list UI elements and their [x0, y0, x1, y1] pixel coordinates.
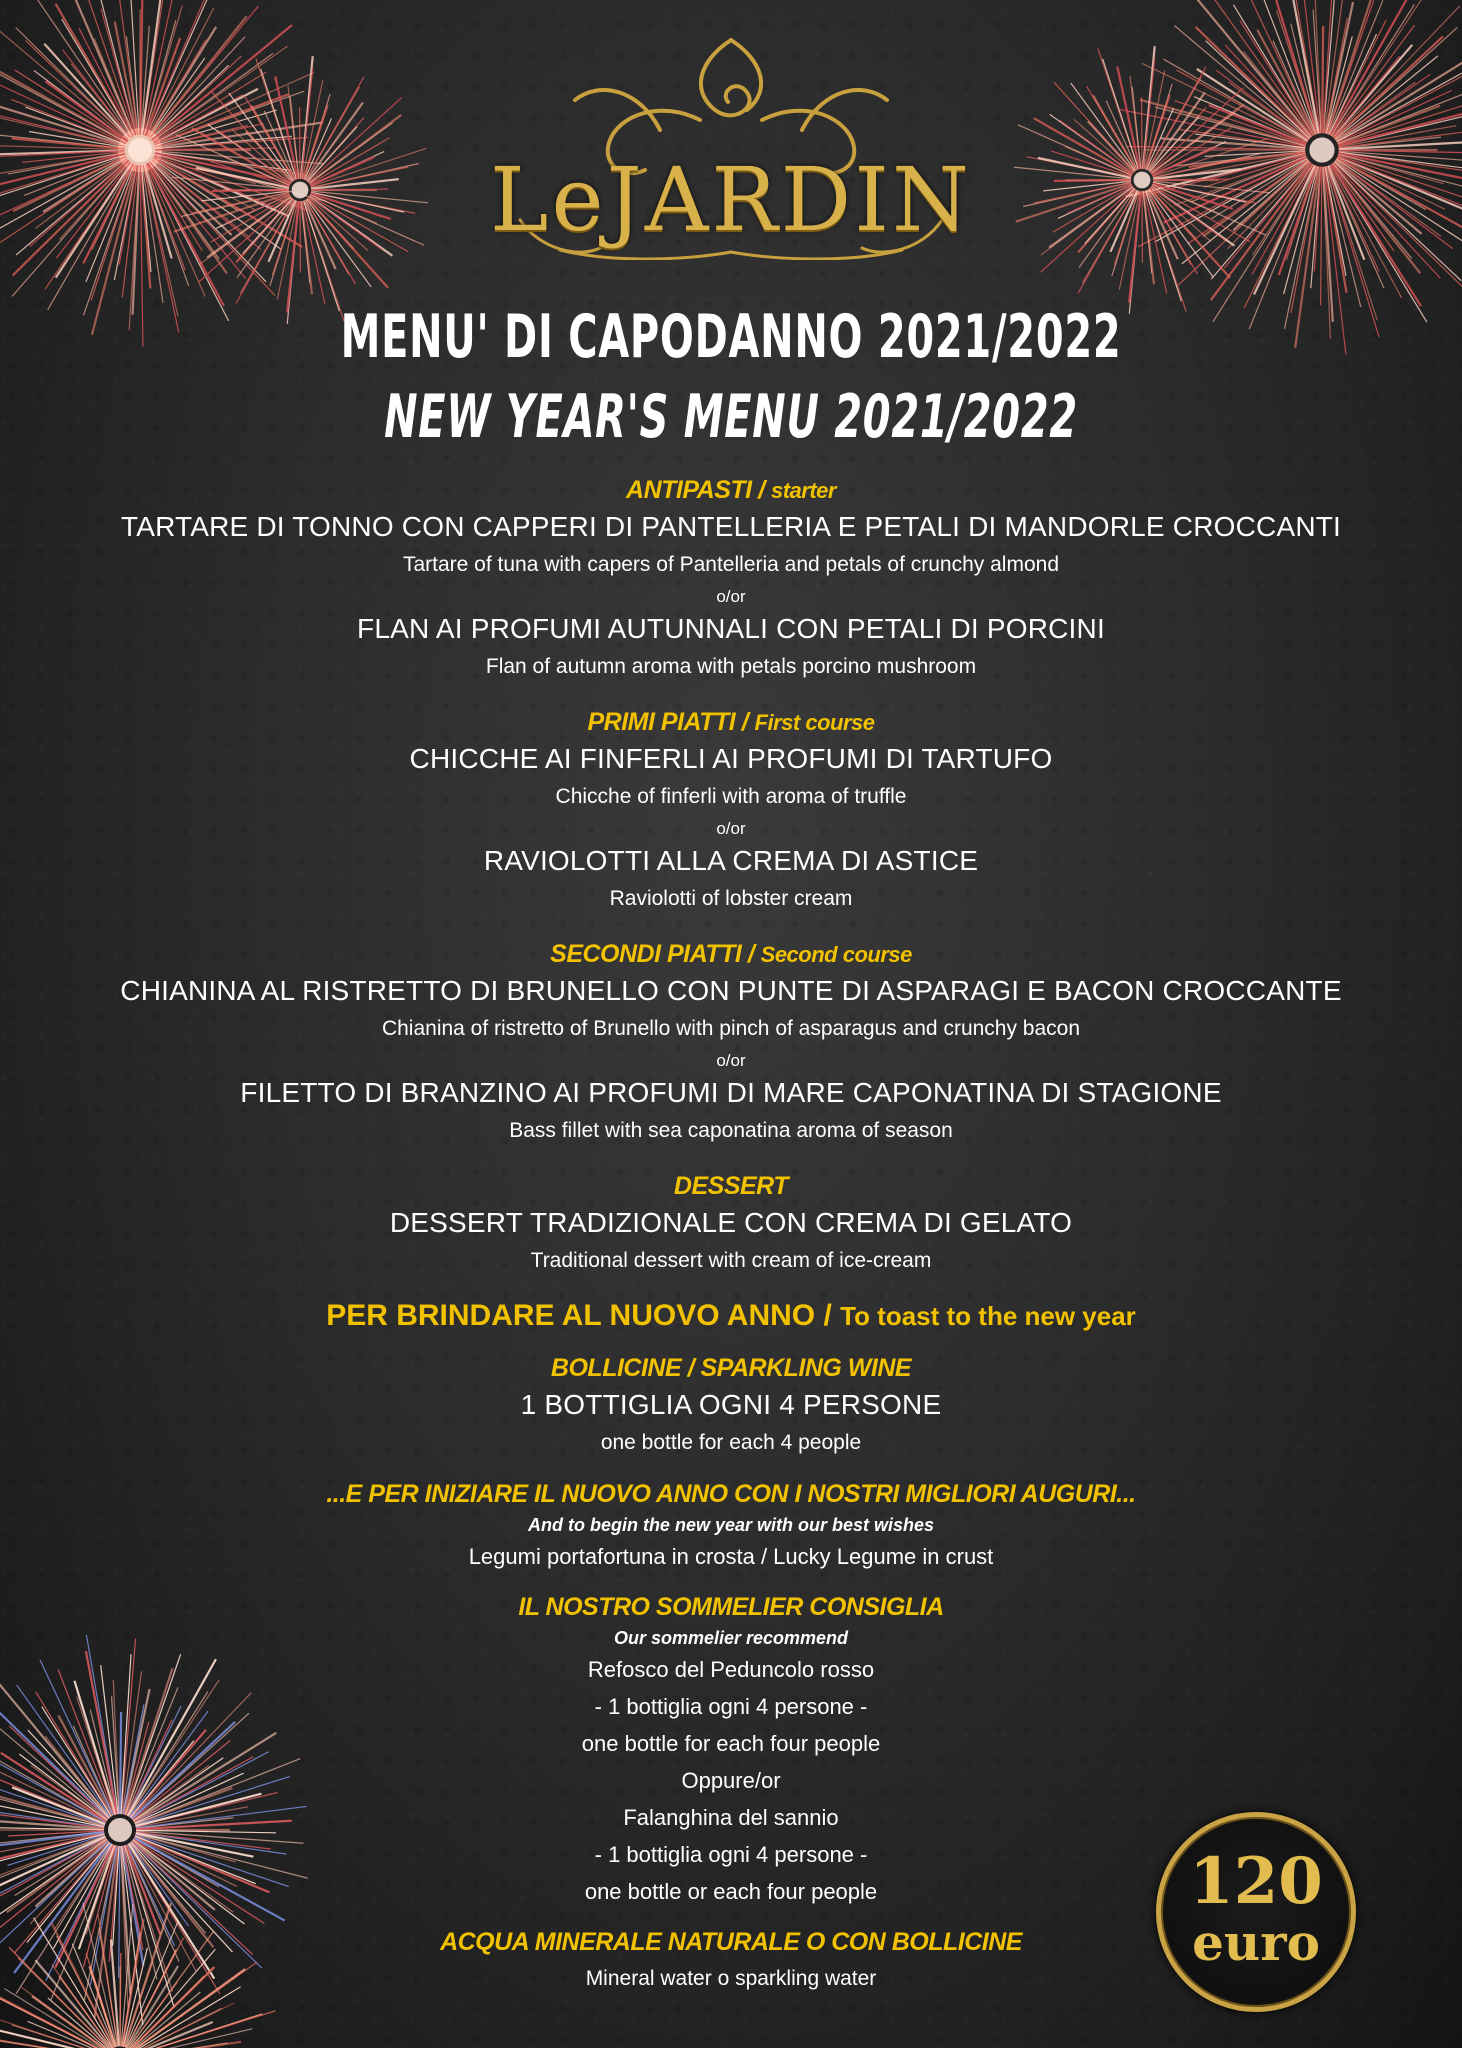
water-translation: Mineral water o sparkling water: [585, 1967, 877, 1990]
section-heading-bollicine: BOLLICINE / SPARKLING WINE: [550, 1354, 912, 1382]
wine-name: Falanghina del sannio: [623, 1805, 839, 1830]
dish-translation: Flan of autumn aroma with petals porcino mushroom: [485, 655, 977, 678]
restaurant-logo: [0, 20, 1462, 260]
dish-name: CHIANINA AL RISTRETTO DI BRUNELLO CON PUNTE DI ASPARAGI E BACON CROCCANTE: [120, 975, 1342, 1006]
section-heading-secondi: [0, 936, 1462, 972]
dish-translation: Chianina of ristretto of Brunello with pinch of asparagus and crunchy bacon: [381, 1017, 1081, 1040]
dish-name: CHICCHE AI FINFERLI AI PROFUMI DI TARTUFO: [409, 743, 1053, 774]
menu-title-italian: MENU' DI CAPODANNO 2021/2022: [340, 302, 1122, 372]
toast-heading-translation: To toast to the new year: [840, 1301, 1136, 1331]
menu-content: [0, 472, 1462, 1998]
sommelier-subheading: Our sommelier recommend: [613, 1628, 849, 1648]
dish-name: DESSERT TRADIZIONALE CON CREMA DI GELATO: [389, 1207, 1073, 1238]
wine-quantity: - 1 bottiglia ogni 4 persone -: [594, 1694, 868, 1719]
price-currency: euro: [1192, 1913, 1320, 1972]
section-heading-translation: First course: [754, 710, 875, 735]
dish-translation: Bass fillet with sea caponatina aroma of season: [509, 1119, 953, 1142]
bollicine-quantity-translation: one bottle for each 4 people: [600, 1431, 862, 1454]
section-heading-text: ANTIPASTI /: [626, 476, 771, 504]
dish-translation: Raviolotti of lobster cream: [609, 887, 853, 910]
or-separator: o/or: [716, 1051, 746, 1070]
section-heading-text: PRIMI PIATTI /: [587, 708, 755, 736]
wine-quantity: - 1 bottiglia ogni 4 persone -: [594, 1842, 868, 1867]
wine-name: Refosco del Peduncolo rosso: [587, 1657, 875, 1682]
dish-name: FILETTO DI BRANZINO AI PROFUMI DI MARE CAPONATINA DI STAGIONE: [240, 1077, 1222, 1108]
dish-translation: Traditional dessert with cream of ice-cream: [530, 1249, 932, 1272]
auguri-subheading: And to begin the new year with our best wishes: [527, 1515, 935, 1535]
dish-name: RAVIOLOTTI ALLA CREMA DI ASTICE: [483, 845, 979, 876]
wine-quantity-translation: one bottle for each four people: [581, 1731, 881, 1756]
toast-heading-text: PER BRINDARE AL NUOVO ANNO /: [326, 1299, 841, 1332]
section-heading-text: SECONDI PIATTI /: [550, 940, 761, 968]
logo-text: LeJARDIN: [490, 148, 972, 251]
wine-quantity-translation: one bottle or each four people: [584, 1879, 878, 1904]
section-heading-primi: [0, 704, 1462, 740]
dish-name: TARTARE DI TONNO CON CAPPERI DI PANTELLERIA E PETALI DI MANDORLE CROCCANTI: [120, 511, 1342, 542]
section-heading-water: ACQUA MINERALE NATURALE O CON BOLLICINE: [440, 1928, 1022, 1956]
toast-heading: [0, 1290, 1462, 1342]
section-heading-auguri: ...E PER INIZIARE IL NUOVO ANNO CON I NOSTRI MIGLIORI AUGURI...: [326, 1480, 1136, 1508]
menu-title-english: NEW YEAR'S MENU 2021/2022: [384, 382, 1078, 452]
section-heading-translation: starter: [770, 478, 836, 503]
price-amount: 120: [1189, 1844, 1323, 1919]
section-heading-dessert: DESSERT: [673, 1172, 789, 1200]
price-badge: [1156, 1812, 1356, 2012]
section-heading-antipasti: [0, 472, 1462, 508]
auguri-dish: Legumi portafortuna in crosta / Lucky Legume in crust: [468, 1544, 994, 1569]
or-separator: o/or: [716, 587, 746, 606]
dish-translation: Chicche of finferli with aroma of truffle: [555, 785, 907, 808]
or-separator: o/or: [716, 819, 746, 838]
section-heading-sommelier: IL NOSTRO SOMMELIER CONSIGLIA: [518, 1593, 944, 1621]
dish-name: FLAN AI PROFUMI AUTUNNALI CON PETALI DI PORCINI: [357, 613, 1105, 644]
section-heading-translation: Second course: [760, 942, 912, 967]
bollicine-quantity: 1 BOTTIGLIA OGNI 4 PERSONE: [520, 1389, 942, 1420]
or-separator: Oppure/or: [681, 1768, 781, 1793]
dish-translation: Tartare of tuna with capers of Pantelleria and petals of crunchy almond: [402, 553, 1060, 576]
